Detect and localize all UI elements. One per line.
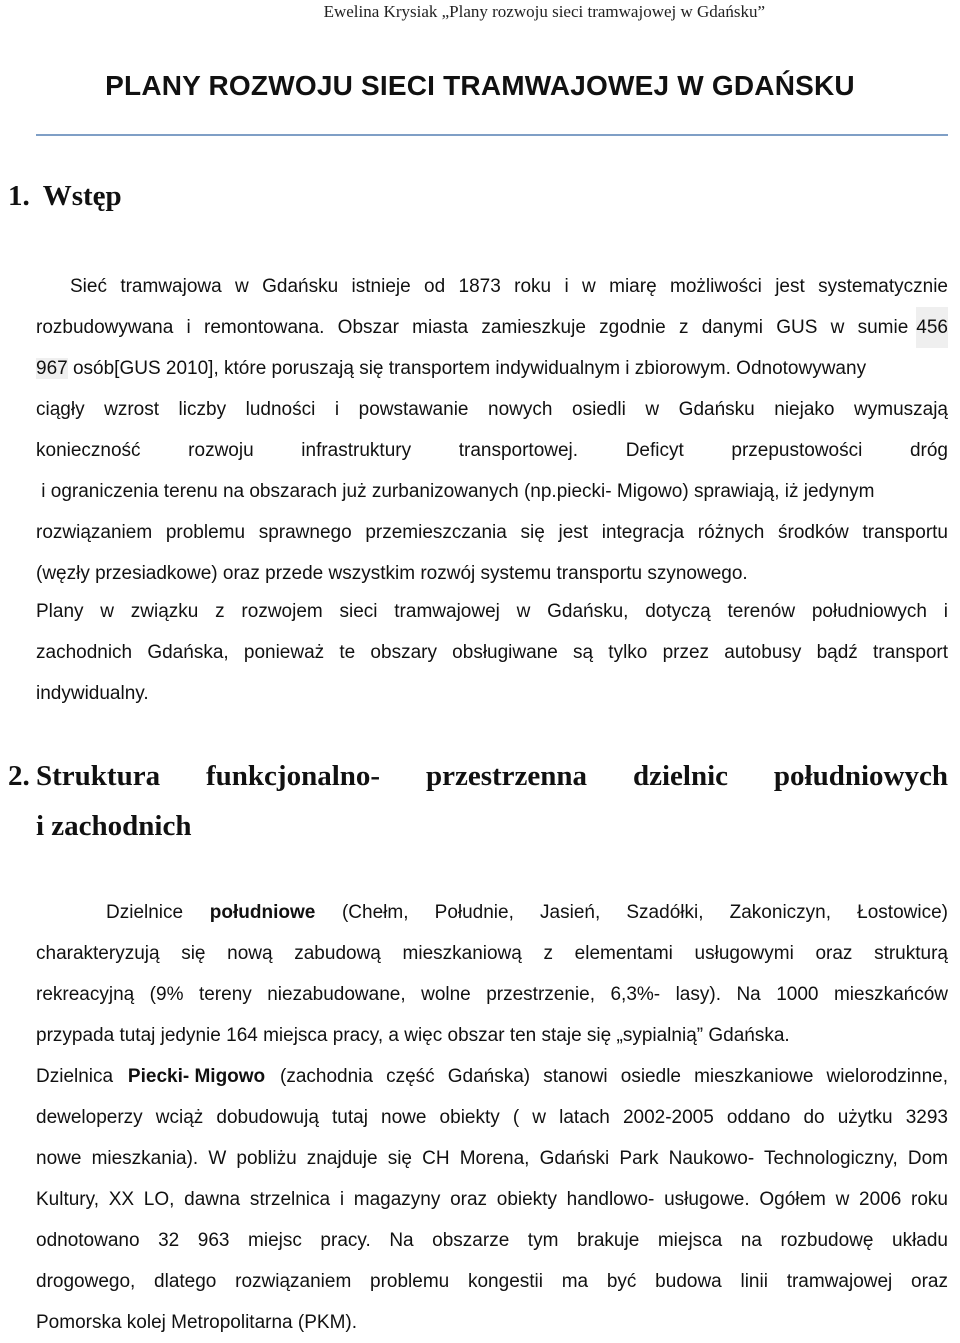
text-line: drogowego, dlatego rozwiązaniem problemu kongestii ma być budowa linii tramwajowej oraz	[36, 1271, 948, 1292]
text-line: Sieć tramwajowa w Gdańsku istnieje od 1873 roku i w miarę możliwości jest systematycznie	[70, 276, 948, 297]
text-line: Kultury, XX LO, dawna strzelnica i magazyny oraz obiekty handlowo- usługowe. Ogółem w 2006 roku	[36, 1189, 948, 1210]
section-1-paragraph-1	[36, 266, 948, 594]
section-number-and-word	[8, 760, 160, 793]
title-underline	[36, 134, 948, 136]
text-line: zachodnich Gdańska, ponieważ te obszary obsługiwane są tylko przez autobusy bądź transport	[36, 642, 948, 663]
running-header	[0, 0, 960, 28]
section-2-paragraph-1	[36, 892, 948, 1056]
highlighted-number: 456	[916, 307, 948, 348]
text-line: rekreacyjną (9% tereny niezabudowane, wolne przestrzenie, 6,3%- lasy). Na 1000 mieszkańców	[36, 984, 948, 1005]
section-2-heading	[8, 760, 948, 793]
text-line: indywidualny.	[36, 683, 149, 704]
heading-word: funkcjonalno-	[206, 760, 381, 792]
section-number: 2.	[8, 760, 30, 792]
heading-word: dzielnic	[632, 760, 728, 792]
bold-term: południowe	[209, 902, 316, 923]
text-line: i ograniczenia terenu na obszarach już zurbanizowanych (np.piecki- Migowo) sprawiają, iż jedynym	[36, 481, 875, 502]
text-line	[36, 892, 948, 933]
text-line-main: (zachodnia część Gdańska) stanowi osiedle mieszkaniowe wielorodzinne,	[280, 1066, 948, 1087]
text-line: Plany w związku z rozwojem sieci tramwajowej w Gdańsku, dotyczą terenów południowych i	[36, 601, 948, 622]
highlighted-number: 967	[36, 358, 68, 379]
section-1-paragraph-2	[36, 591, 948, 714]
word: Dzielnica	[36, 1066, 114, 1087]
section-number: 1.	[8, 180, 30, 212]
heading-word: południowych	[773, 760, 948, 792]
running-header-text: Ewelina Krysiak „Plany rozwoju sieci tramwajowej w Gdańsku”	[323, 2, 765, 21]
text-line: odnotowano 32 963 miejsc pracy. Na obszarze tym brakuje miejsca na rozbudowę układu	[36, 1230, 948, 1251]
text-line: charakteryzują się nową zabudową mieszkaniową z elementami usługowymi oraz strukturą	[36, 943, 948, 964]
section-1-heading	[8, 180, 122, 213]
text-line-main: (Chełm, Południe, Jasień, Szadółki, Zakoniczyn, Łostowice)	[341, 902, 948, 923]
word: Dzielnice	[106, 902, 184, 923]
text-line: ciągły wzrost liczby ludności i powstawanie nowych osiedli w Gdańsku niejako wymuszają	[36, 399, 948, 420]
text-line	[36, 348, 948, 389]
text-line: nowe mieszkania). W pobliżu znajduje się CH Morena, Gdański Park Naukowo- Technologiczny, Dom	[36, 1148, 948, 1169]
heading-word: Struktura	[36, 760, 161, 792]
section-2-heading-line-2: i zachodnich	[36, 810, 192, 842]
text-line-main: osób[GUS 2010], które poruszają się transportem indywidualnym i zbiorowym. Odnotowywany	[72, 358, 867, 379]
text-line-main: rozbudowywana i remontowana. Obszar miasta zamieszkuje zgodnie z danymi GUS w sumie	[36, 317, 909, 338]
text-line: przypada tutaj jedynie 164 miejsca pracy, a więc obszar ten staje się „sypialnią” Gdańska.	[36, 1025, 790, 1046]
heading-word: przestrzenna	[425, 760, 588, 792]
text-line	[36, 1056, 948, 1097]
document-title: PLANY ROZWOJU SIECI TRAMWAJOWEJ W GDAŃSKU	[105, 70, 855, 101]
text-line: (węzły przesiadkowe) oraz przede wszystkim rozwój systemu transportu szynowego.	[36, 563, 748, 584]
text-line: konieczność rozwoju infrastruktury transportowej. Deficyt przepustowości dróg	[36, 440, 948, 461]
section-2-paragraph-2	[36, 1056, 948, 1343]
section-title: Wstęp	[42, 180, 122, 212]
text-line: rozwiązaniem problemu sprawnego przemieszczania się jest integracja różnych środków transportu	[36, 522, 948, 543]
text-line: Pomorska kolej Metropolitarna (PKM).	[36, 1312, 357, 1333]
text-line: deweloperzy wciąż dobudowują tutaj nowe obiekty ( w latach 2002-2005 oddano do użytku 3293	[36, 1107, 948, 1128]
bold-term: Piecki- Migowo	[127, 1066, 266, 1087]
text-line	[36, 307, 948, 348]
